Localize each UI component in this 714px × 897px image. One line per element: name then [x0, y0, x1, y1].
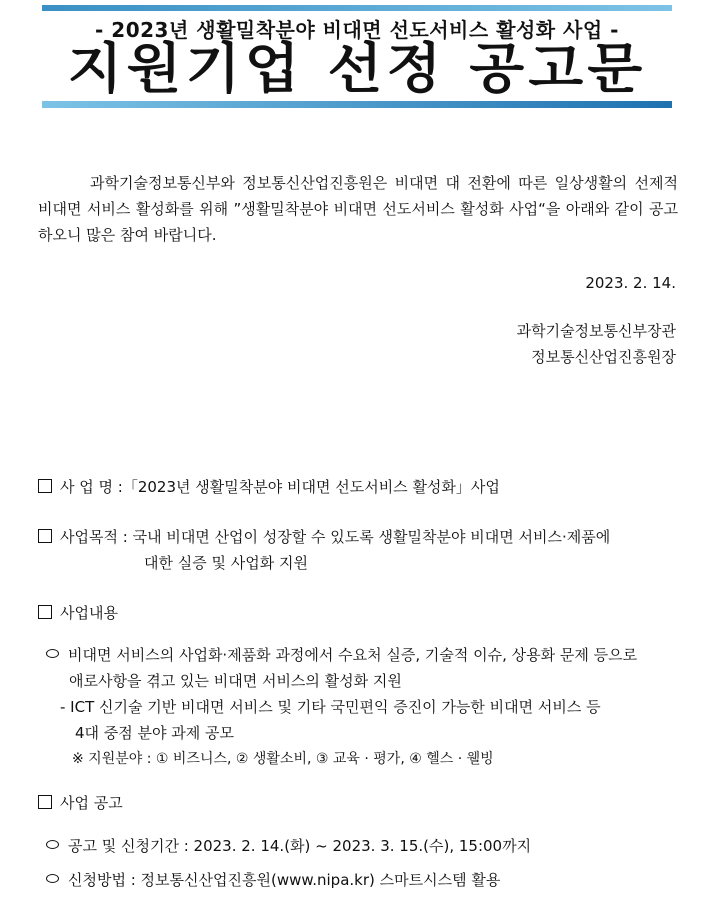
purpose-line-2: 대한 실증 및 사업화 지원	[144, 554, 308, 572]
intro-paragraph: 과학기술정보통신부와 정보통신산업진흥원은 비대면 대 전환에 따른 일상생활의 선제적 비대면 서비스 활성화를 위해 ”생활밀착분야 비대면 선도서비스 활성화 사업“을 아래와 같이 공고하오니 많은 참여 바랍니다.	[38, 174, 678, 244]
checkbox-square-icon	[38, 795, 52, 809]
section-heading: 사업내용	[60, 604, 118, 622]
signature-block	[517, 318, 676, 370]
circle-bullet-icon	[46, 840, 59, 849]
checkbox-square-icon	[38, 605, 52, 619]
circle-bullet-icon	[46, 649, 59, 658]
content-sub-line-1: - ICT 신기술 기반 비대면 서비스 및 기타 국민편익 증진이 가능한 비대면 서비스 등	[60, 698, 601, 716]
circle-bullet-icon	[46, 874, 59, 883]
application-method: 신청방법 : 정보통신산업진흥원(www.nipa.kr) 스마트시스템 활용	[68, 871, 501, 889]
header-bottom-bar	[42, 101, 672, 108]
signature-agency: 정보통신산업진흥원장	[531, 348, 676, 366]
announcement-details	[38, 829, 678, 897]
section-content	[38, 600, 678, 626]
section-purpose	[38, 524, 678, 576]
support-fields-note: ※ 지원분야 : ① 비즈니스, ② 생활소비, ③ 교육 · 평가, ④ 헬스 · 웰빙	[72, 751, 494, 767]
document-title: 지원기업 선정 공고문	[67, 37, 647, 100]
application-period: 공고 및 신청기간 : 2023. 2. 14.(화) ~ 2023. 3. 15.(수), 15:00까지	[68, 837, 532, 855]
section-heading: 사업 공고	[60, 794, 123, 812]
signature-ministry: 과학기술정보통신부장관	[516, 322, 676, 340]
content-details	[38, 642, 678, 772]
content-item-line-1: 비대면 서비스의 사업화·제품화 과정에서 수요처 실증, 기술적 이슈, 상용화 문제 등으로	[68, 646, 638, 664]
section-announcement	[38, 790, 678, 816]
announcement-date: 2023. 2. 14.	[585, 274, 676, 292]
section-label: 사 업 명 :	[60, 478, 123, 496]
section-project-name	[38, 474, 678, 500]
content-sub-line-2: 4대 중점 분야 과제 공모	[75, 724, 235, 742]
checkbox-square-icon	[38, 529, 52, 543]
header-top-bar	[42, 5, 672, 11]
section-label: 사업목적 :	[60, 528, 128, 546]
content-item-line-2: 애로사항을 겪고 있는 비대면 서비스의 활성화 지원	[69, 672, 402, 690]
document-subtitle: - 2023년 생활밀착분야 비대면 선도서비스 활성화 사업 -	[95, 18, 619, 42]
checkbox-square-icon	[38, 479, 52, 493]
section-value: 「2023년 생활밀착분야 비대면 선도서비스 활성화」사업	[122, 478, 500, 496]
purpose-line-1: 국내 비대면 산업이 성장할 수 있도록 생활밀착분야 비대면 서비스·제품에	[132, 528, 611, 546]
